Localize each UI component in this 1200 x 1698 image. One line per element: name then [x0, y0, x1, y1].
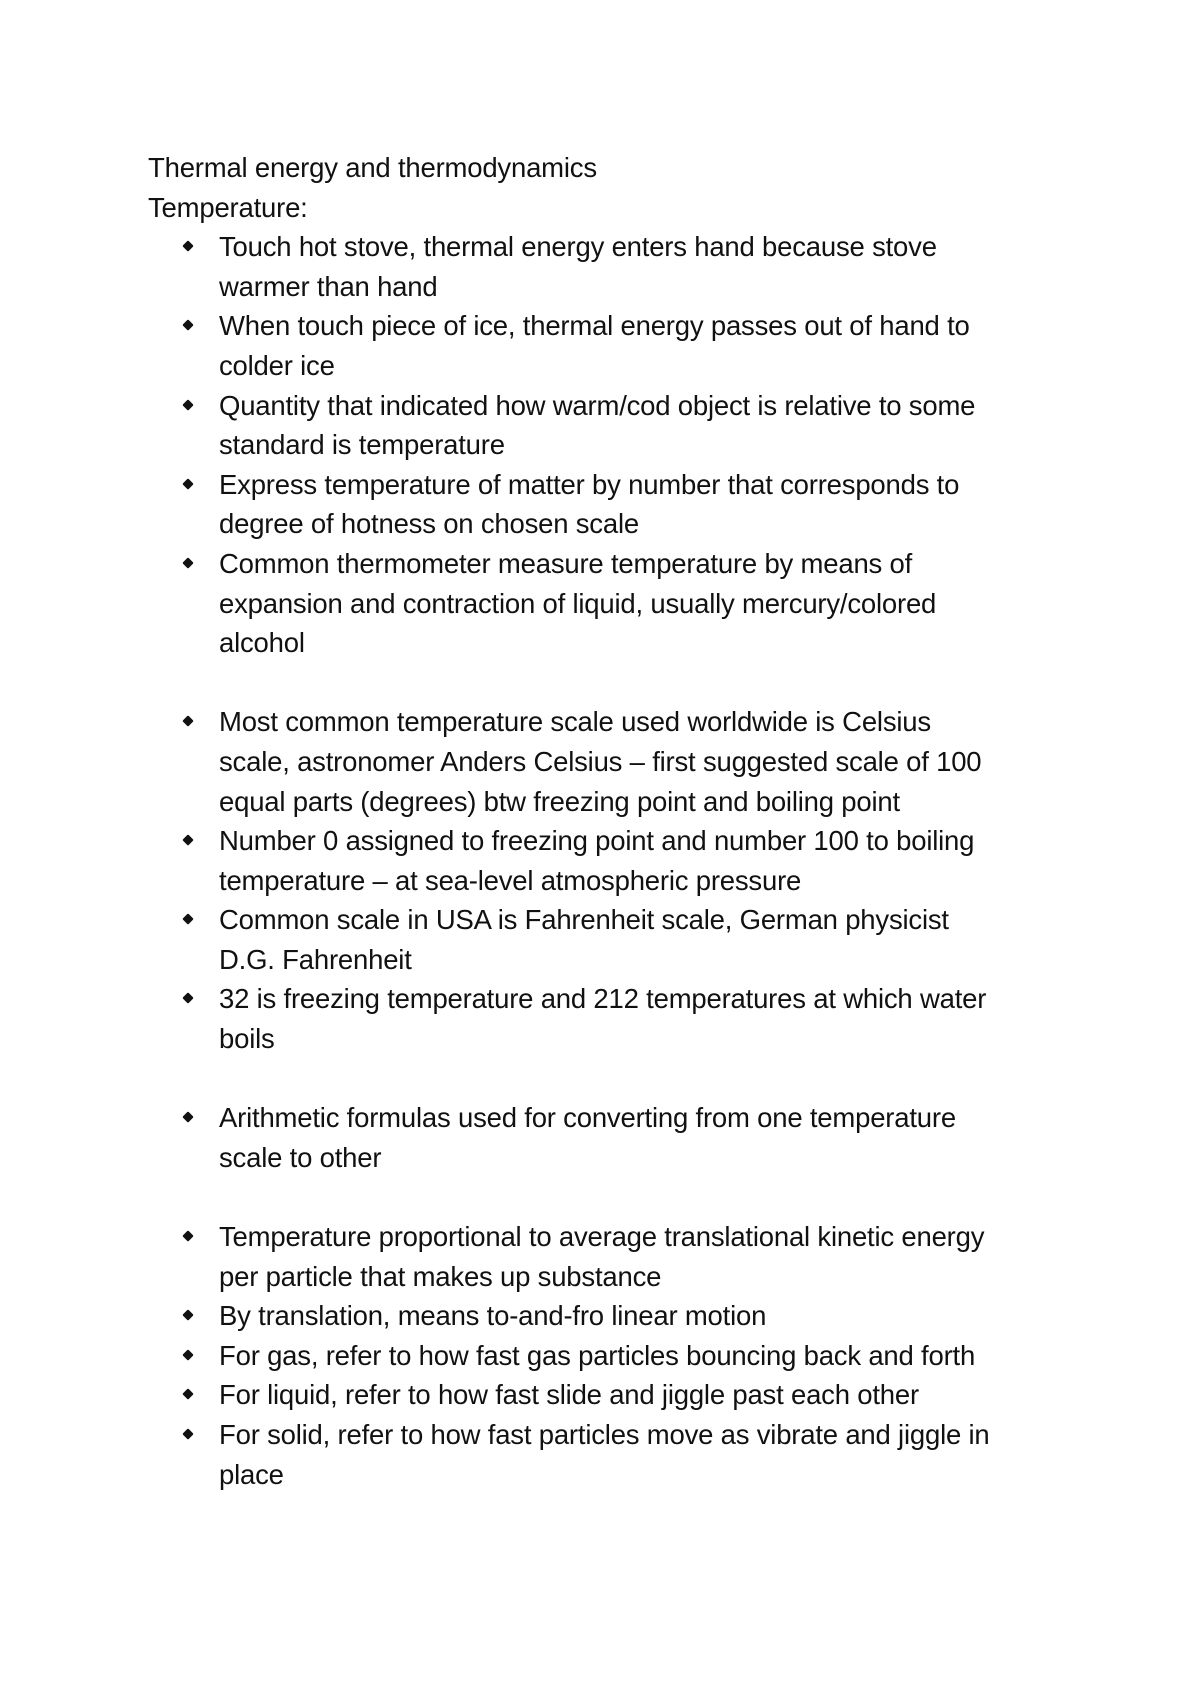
list-item: [148, 1296, 999, 1336]
blank-line: [148, 1177, 1068, 1217]
bullet-icon: [182, 1349, 193, 1360]
bullet-list-4: [148, 1217, 1068, 1494]
bullet-list-3: [148, 1098, 1068, 1177]
list-item-text: Quantity that indicated how warm/cod object is relative to some standard is temperature: [219, 389, 976, 461]
bullet-icon: [182, 320, 193, 331]
list-item: [148, 702, 999, 821]
bullet-icon: [182, 1310, 193, 1321]
bullet-list-1: [148, 227, 1068, 663]
list-item: [148, 1375, 999, 1415]
bullet-icon: [182, 399, 193, 410]
list-item-text: When touch piece of ice, thermal energy passes out of hand to colder ice: [219, 310, 970, 381]
list-item: [148, 227, 999, 306]
list-item: [148, 306, 999, 385]
document-body: [148, 148, 1068, 1494]
list-item: [148, 900, 999, 979]
list-item-text: 32 is freezing temperature and 212 temperatures at which water boils: [219, 983, 987, 1055]
list-item: [148, 544, 999, 663]
list-item: [148, 465, 999, 544]
bullet-icon: [182, 1428, 193, 1439]
list-item: [148, 821, 999, 900]
bullet-icon: [182, 716, 193, 727]
list-item-text: Common scale in USA is Fahrenheit scale, German physicist D.G. Fahrenheit: [219, 904, 949, 975]
bullet-icon: [182, 1230, 193, 1241]
list-item-text: Number 0 assigned to freezing point and number 100 to boiling temperature – at sea-level atmospheric pressure: [219, 825, 975, 896]
bullet-icon: [182, 241, 193, 252]
bullet-icon: [182, 478, 193, 489]
list-item-text: Most common temperature scale used worldwide is Celsius scale, astronomer Anders Celsius – first suggested scale of 100 equal parts (degrees) btw freezing point and boiling point: [219, 706, 982, 817]
list-item-text: For liquid, refer to how fast slide and jiggle past each other: [219, 1379, 919, 1411]
list-item-text: Express temperature of matter by number that corresponds to degree of hotness on chosen scale: [219, 468, 960, 540]
section-heading: Temperature:: [148, 191, 308, 223]
list-item-text: Common thermometer measure temperature by means of expansion and contraction of liquid, usually mercury/colored alcohol: [219, 547, 937, 659]
bullet-icon: [182, 1112, 193, 1123]
blank-line: [148, 663, 1068, 703]
list-item-text: Arithmetic formulas used for converting from one temperature scale to other: [219, 1102, 956, 1173]
bullet-icon: [182, 1389, 193, 1400]
list-item: [148, 979, 999, 1058]
bullet-icon: [182, 993, 193, 1004]
bullet-icon: [182, 557, 193, 568]
blank-line: [148, 1059, 1068, 1099]
list-item: [148, 386, 999, 465]
list-item-text: For gas, refer to how fast gas particles bouncing back and forth: [219, 1339, 976, 1371]
list-item-text: Temperature proportional to average translational kinetic energy per particle that makes up substance: [219, 1221, 985, 1292]
bullet-icon: [182, 834, 193, 845]
list-item: [148, 1217, 999, 1296]
list-item-text: For solid, refer to how fast particles move as vibrate and jiggle in place: [219, 1419, 990, 1490]
bullet-icon: [182, 914, 193, 925]
document-title: Thermal energy and thermodynamics: [148, 152, 597, 183]
list-item-text: Touch hot stove, thermal energy enters hand because stove warmer than hand: [219, 231, 937, 302]
list-item: [148, 1336, 999, 1376]
list-item: [148, 1415, 999, 1494]
list-item-text: By translation, means to-and-fro linear motion: [219, 1300, 767, 1332]
bullet-list-2: [148, 702, 1068, 1058]
list-item: [148, 1098, 999, 1177]
